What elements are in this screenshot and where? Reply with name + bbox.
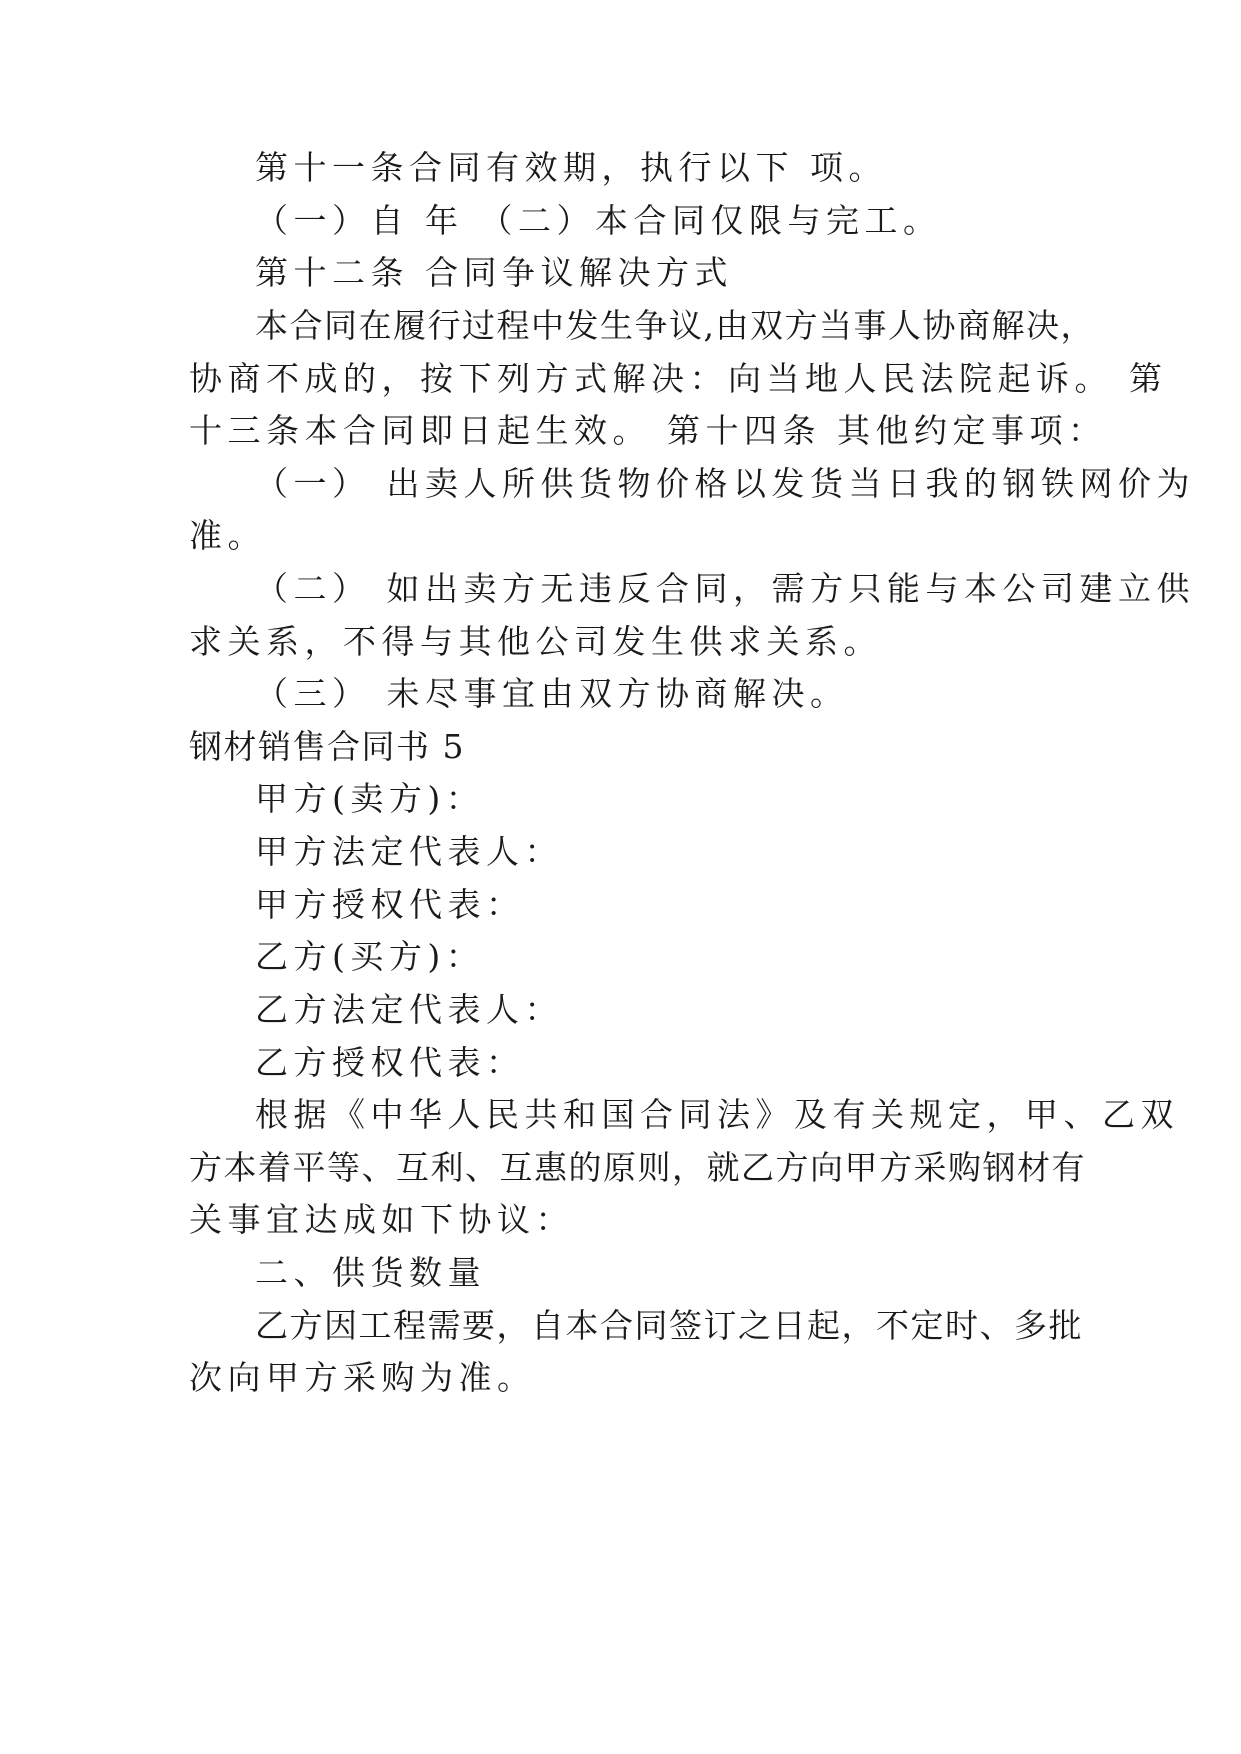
contract-title: 钢材销售合同书 5 <box>189 727 465 766</box>
party-a-legal-rep: 甲方法定代表人： <box>255 832 563 871</box>
other-item-2-line-1: （二） 如出卖方无违反合同，需方只能与本公司建立供 <box>255 569 1195 608</box>
dispute-paragraph-line-2: 协商不成的，按下列方式解决：向当地人民法院起诉。 第 <box>189 359 1168 398</box>
dispute-paragraph-line-3: 十三条本合同即日起生效。 第十四条 其他约定事项： <box>189 411 1107 450</box>
other-item-1-line-1: （一） 出卖人所供货物价格以发货当日我的钢铁网价为 <box>255 464 1195 503</box>
other-item-2-line-2: 求关系，不得与其他公司发生供求关系。 <box>189 622 882 661</box>
party-b-authorized-rep: 乙方授权代表： <box>255 1043 525 1082</box>
other-item-3: （三） 未尽事宜由双方协商解决。 <box>255 674 849 713</box>
clause-11-options: （一）自 年 （二）本合同仅限与完工。 <box>255 201 942 240</box>
party-a-authorized-rep: 甲方授权代表： <box>255 885 525 924</box>
clause-11-validity: 第十一条合同有效期，执行以下 项。 <box>255 148 887 187</box>
dispute-paragraph-line-1: 本合同在履行过程中发生争议,由双方当事人协商解决， <box>255 306 1095 345</box>
other-item-1-line-2: 准。 <box>189 516 266 555</box>
preamble-line-1: 根据《中华人民共和国合同法》及有关规定，甲、乙双 <box>255 1095 1179 1134</box>
party-b-legal-rep: 乙方法定代表人： <box>255 990 563 1029</box>
preamble-line-2: 方本着平等、互利、互惠的原则，就乙方向甲方采购钢材有 <box>189 1148 1086 1187</box>
section-supply-quantity-heading: 二、供货数量 <box>255 1253 486 1292</box>
supply-quantity-line-2: 次向甲方采购为准。 <box>189 1358 536 1397</box>
preamble-line-3: 关事宜达成如下协议： <box>189 1200 574 1239</box>
clause-12-heading: 第十二条 合同争议解决方式 <box>255 253 733 292</box>
party-a-seller: 甲方(卖方)： <box>255 779 485 818</box>
supply-quantity-line-1: 乙方因工程需要，自本合同签订之日起，不定时、多批 <box>255 1306 1083 1345</box>
party-b-buyer: 乙方(买方)： <box>255 937 485 976</box>
